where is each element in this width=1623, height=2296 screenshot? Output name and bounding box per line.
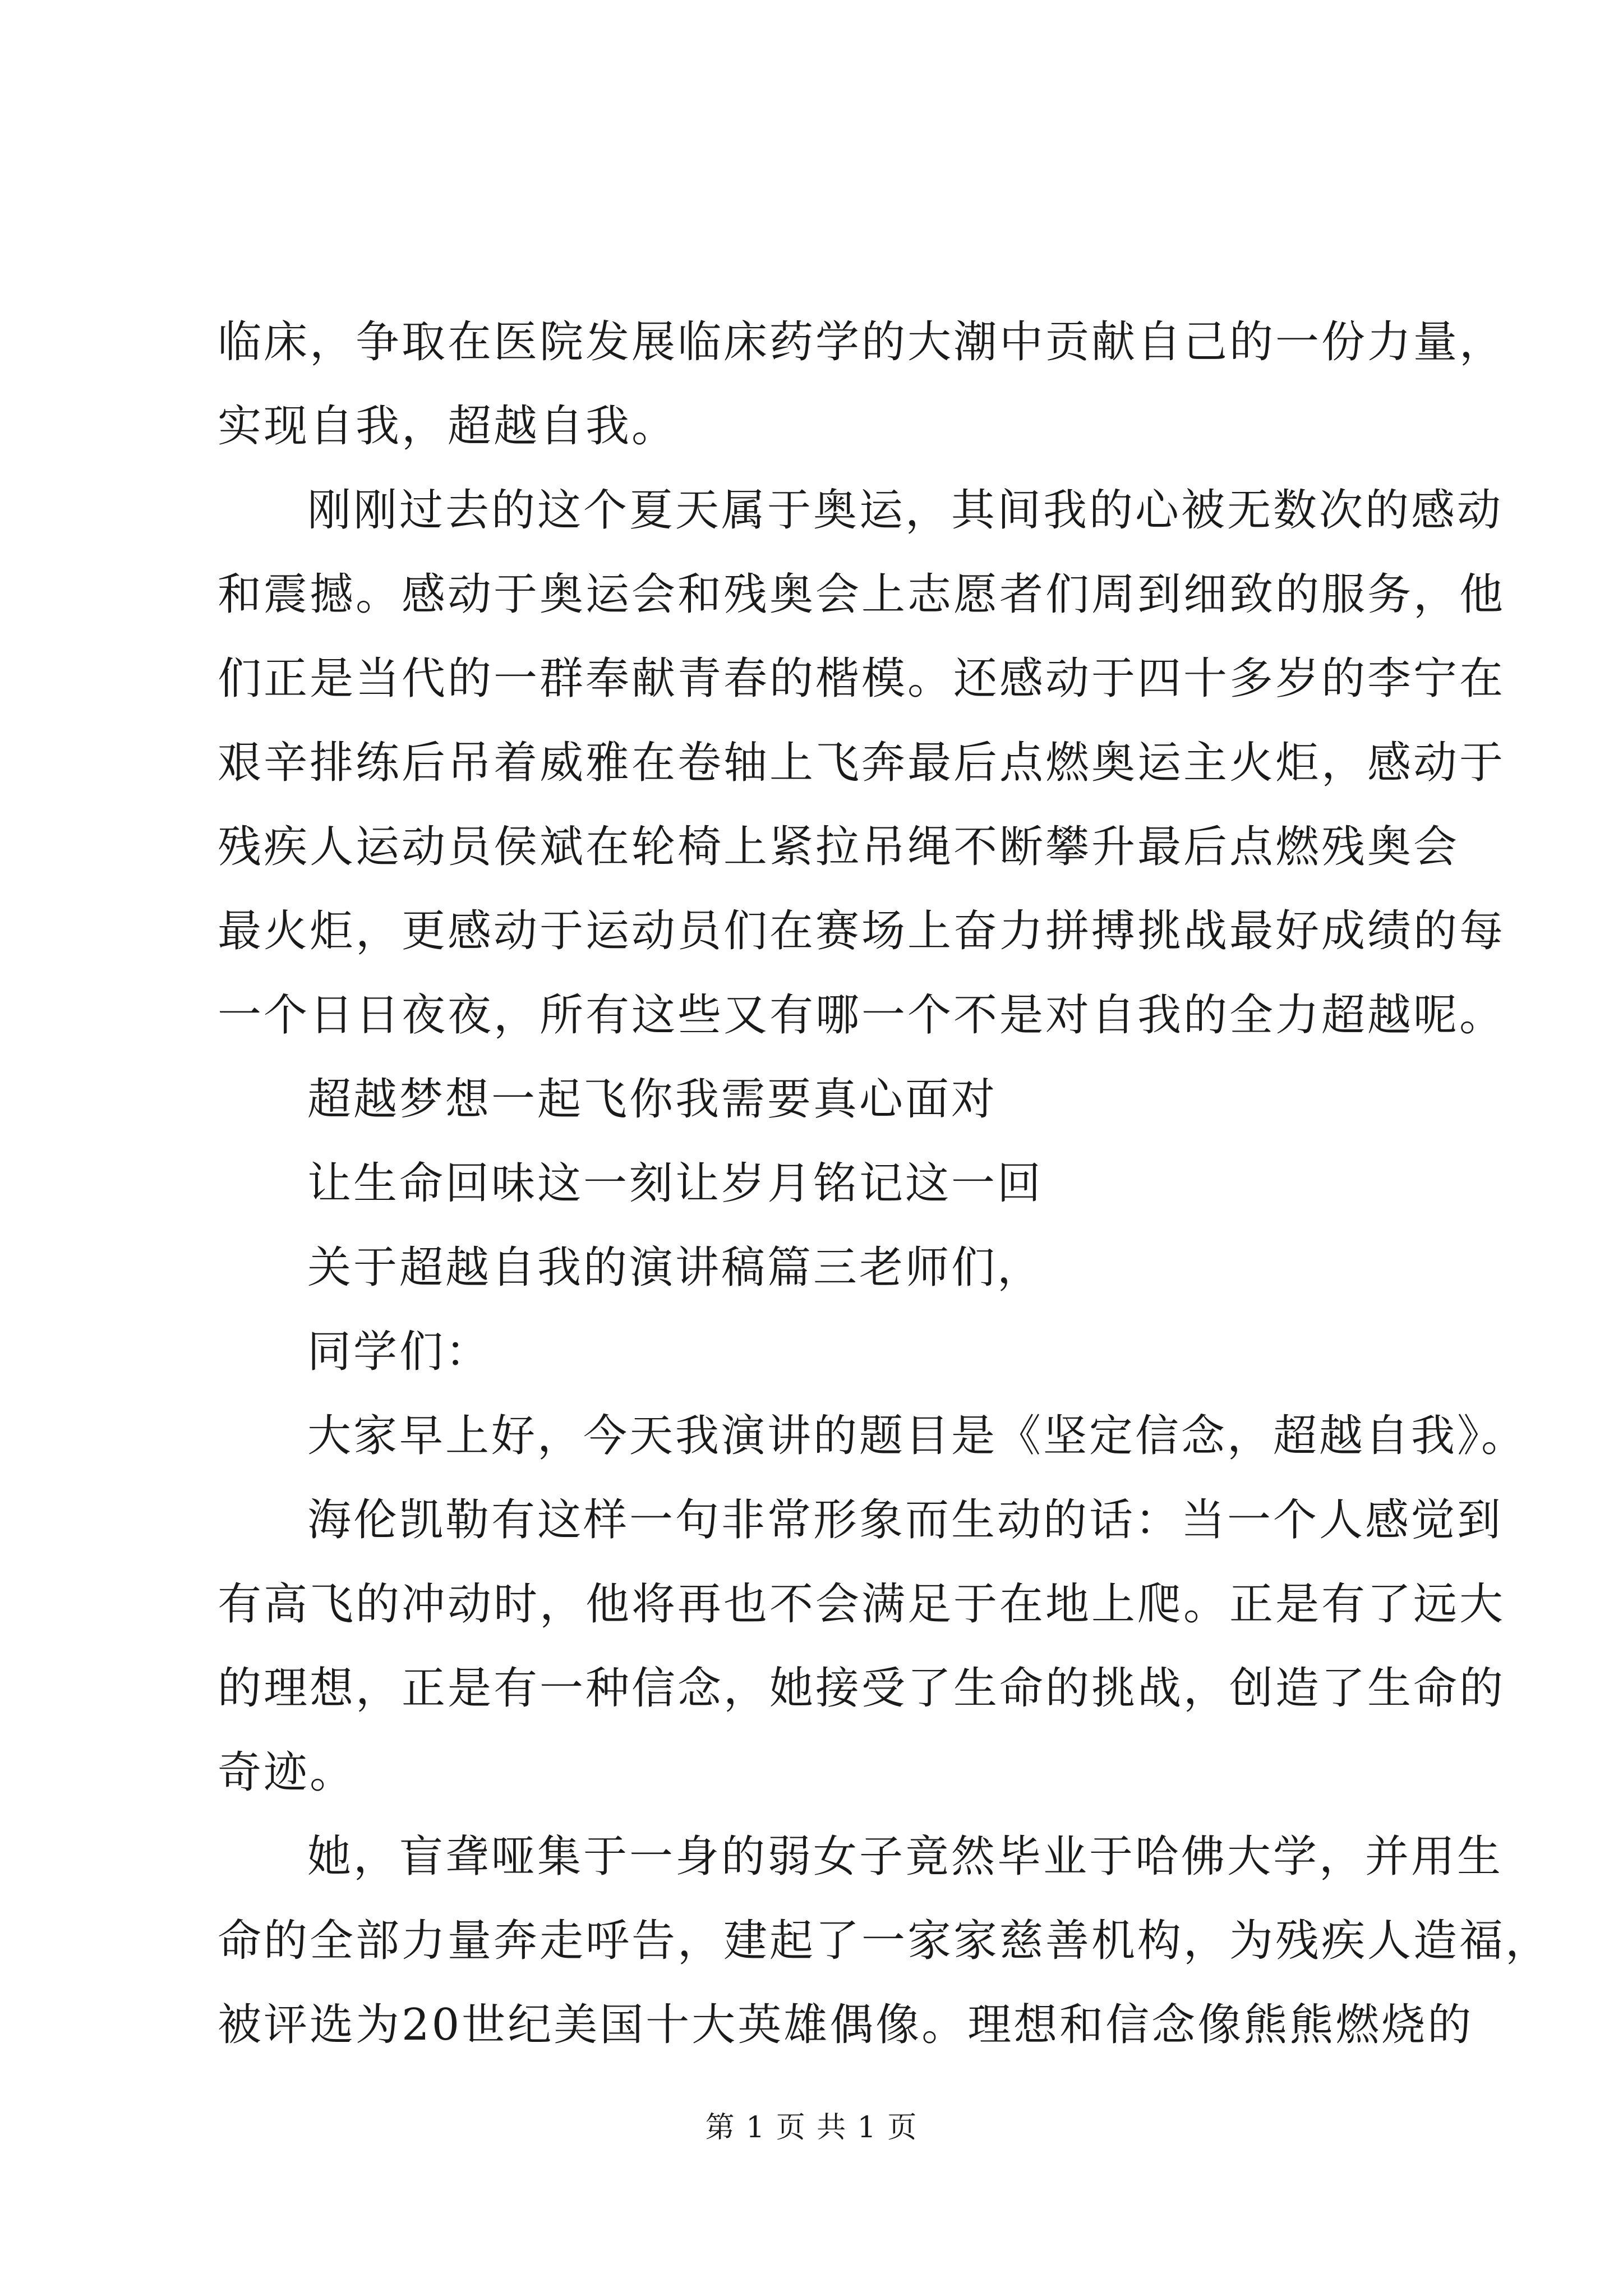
text-line: 和震撼。感动于奥运会和残奥会上志愿者们周到细致的服务，他 xyxy=(218,569,1506,620)
page-number-footer: 第 1 页 共 1 页 xyxy=(705,2111,918,2145)
text-line: 她，盲聋哑集于一身的弱女子竟然毕业于哈佛大学，并用生 xyxy=(307,1832,1504,1882)
text-line: 有高飞的冲动时，他将再也不会满足于在地上爬。正是有了远大 xyxy=(218,1579,1506,1630)
text-line: 的理想，正是有一种信念，她接受了生命的挑战，创造了生命的 xyxy=(218,1663,1506,1714)
text-line: 临床，争取在医院发展临床药学的大潮中贡献自己的一份力量， xyxy=(218,317,1506,367)
text-line: 关于超越自我的演讲稿篇三老师们， xyxy=(307,1243,1044,1293)
text-line: 让生命回味这一刻让岁月铭记这一回 xyxy=(307,1158,1044,1209)
document-body xyxy=(218,300,1552,2067)
text-line: 命的全部力量奔走呼告，建起了一家家慈善机构，为残疾人造福， xyxy=(218,1916,1552,1966)
text-line: 超越梦想一起飞你我需要真心面对 xyxy=(307,1074,998,1125)
text-line: 艰辛排练后吊着威雅在卷轴上飞奔最后点燃奥运主火炬，感动于 xyxy=(218,738,1506,788)
text-line: 残疾人运动员侯斌在轮椅上紧拉吊绳不断攀升最后点燃残奥会 xyxy=(218,822,1460,872)
text-line: 大家早上好，今天我演讲的题目是《坚定信念，超越自我》。 xyxy=(307,1411,1528,1461)
text-line: 一个日日夜夜，所有这些又有哪一个不是对自我的全力超越呢。 xyxy=(218,990,1506,1041)
text-line: 实现自我，超越自我。 xyxy=(218,401,678,452)
text-line: 最火炬，更感动于运动员们在赛场上奋力拼搏挑战最好成绩的每 xyxy=(218,906,1506,956)
text-line: 刚刚过去的这个夏天属于奥运，其间我的心被无数次的感动 xyxy=(307,485,1504,536)
text-line: 海伦凯勒有这样一句非常形象而生动的话：当一个人感觉到 xyxy=(307,1495,1504,1545)
text-line: 奇迹。 xyxy=(218,1747,356,1798)
text-line: 同学们： xyxy=(307,1327,492,1377)
text-line: 们正是当代的一群奉献青春的楷模。还感动于四十多岁的李宁在 xyxy=(218,654,1506,704)
text-line: 被评选为20世纪美国十大英雄偶像。理想和信念像熊熊燃烧的 xyxy=(218,2000,1474,2050)
